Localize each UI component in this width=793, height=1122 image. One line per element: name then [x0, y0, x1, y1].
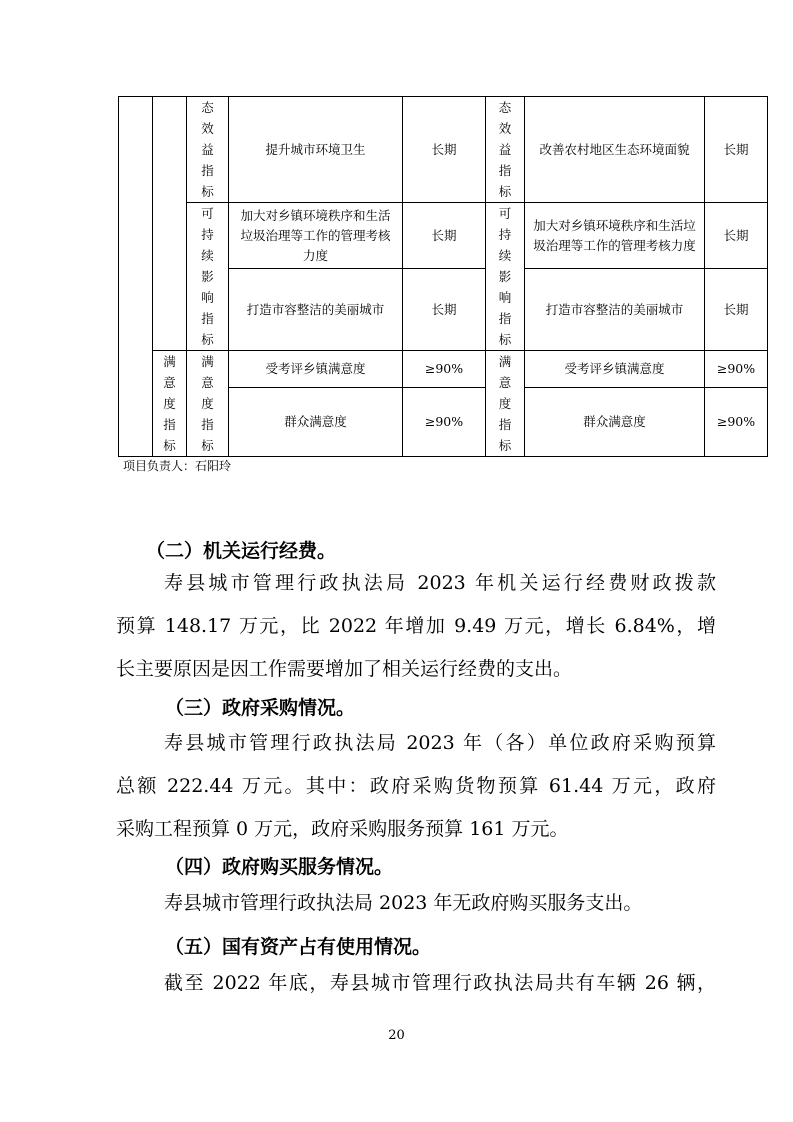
value-cell: 长期 — [705, 203, 768, 269]
blank-cell — [153, 97, 187, 351]
page-number: 20 — [388, 1028, 405, 1043]
paragraph — [116, 562, 716, 691]
sustainability-label: 可 持 续 影 响 指 标 — [187, 203, 229, 351]
paragraph — [116, 962, 716, 1005]
performance-indicator-table — [118, 96, 768, 457]
value-cell: ≥90% — [705, 387, 768, 456]
table-row — [119, 351, 768, 388]
project-leader-caption: 项目负责人：石阳玲 — [123, 459, 232, 473]
value-cell: ≥90% — [705, 351, 768, 388]
blank-cell — [119, 97, 153, 457]
indicator-cell: 提升城市环境卫生 — [229, 97, 403, 203]
value-cell: 长期 — [705, 97, 768, 203]
indicator-cell: 加大对乡镇环境秩序和生活垃圾治理等工作的管理考核力度 — [525, 203, 705, 269]
paragraph-line: 长主要原因是因工作需要增加了相关运行经费的支出。 — [116, 658, 573, 680]
section-heading: （五）国有资产占有使用情况。 — [165, 936, 432, 958]
indicator-cell: 打造市容整洁的美丽城市 — [229, 269, 403, 351]
satisfaction-label: 满 意 度 指 标 — [486, 351, 525, 457]
eco-benefit-label: 态 效 益 指 标 — [187, 97, 229, 203]
paragraph-line: 预算 148.17 万元，比 2022 年增加 9.49 万元，增长 6.84%，增 — [116, 615, 716, 637]
paragraph-line: 采购工程预算 0 万元，政府采购服务预算 161 万元。 — [116, 818, 569, 840]
paragraph-line: 寿县城市管理行政执法局 2023 年无政府购买服务支出。 — [164, 892, 643, 914]
value-cell: 长期 — [403, 203, 486, 269]
section-heading: （四）政府购买服务情况。 — [165, 856, 394, 878]
indicator-cell: 受考评乡镇满意度 — [229, 351, 403, 388]
paragraph-line: 寿县城市管理行政执法局 2023 年（各）单位政府采购预算 — [164, 732, 716, 754]
paragraph — [116, 722, 716, 851]
value-cell: ≥90% — [403, 387, 486, 456]
indicator-cell: 加大对乡镇环境秩序和生活垃圾治理等工作的管理考核力度 — [229, 203, 403, 269]
section-heading: （二）机关运行经费。 — [146, 540, 337, 562]
paragraph-line: 总额 222.44 万元。其中：政府采购货物预算 61.44 万元，政府 — [116, 775, 716, 797]
indicator-cell: 改善农村地区生态环境面貌 — [525, 97, 705, 203]
satisfaction-category-label: 满 意 度 指 标 — [153, 351, 187, 457]
value-cell: 长期 — [403, 269, 486, 351]
indicator-cell: 受考评乡镇满意度 — [525, 351, 705, 388]
sustainability-label: 可 持 续 影 响 指 标 — [486, 203, 525, 351]
indicator-cell: 群众满意度 — [229, 387, 403, 456]
value-cell: 长期 — [705, 269, 768, 351]
satisfaction-label: 满 意 度 指 标 — [187, 351, 229, 457]
indicator-cell: 打造市容整洁的美丽城市 — [525, 269, 705, 351]
value-cell: 长期 — [403, 97, 486, 203]
table-row — [119, 97, 768, 203]
paragraph-line: 截至 2022 年底，寿县城市管理行政执法局共有车辆 26 辆， — [164, 972, 716, 994]
eco-benefit-label: 态 效 益 指 标 — [486, 97, 525, 203]
section-heading: （三）政府采购情况。 — [165, 697, 356, 719]
indicator-cell: 群众满意度 — [525, 387, 705, 456]
value-cell: ≥90% — [403, 351, 486, 388]
paragraph — [116, 882, 716, 925]
table-row — [119, 203, 768, 269]
paragraph-line: 寿县城市管理行政执法局 2023 年机关运行经费财政拨款 — [164, 572, 716, 594]
